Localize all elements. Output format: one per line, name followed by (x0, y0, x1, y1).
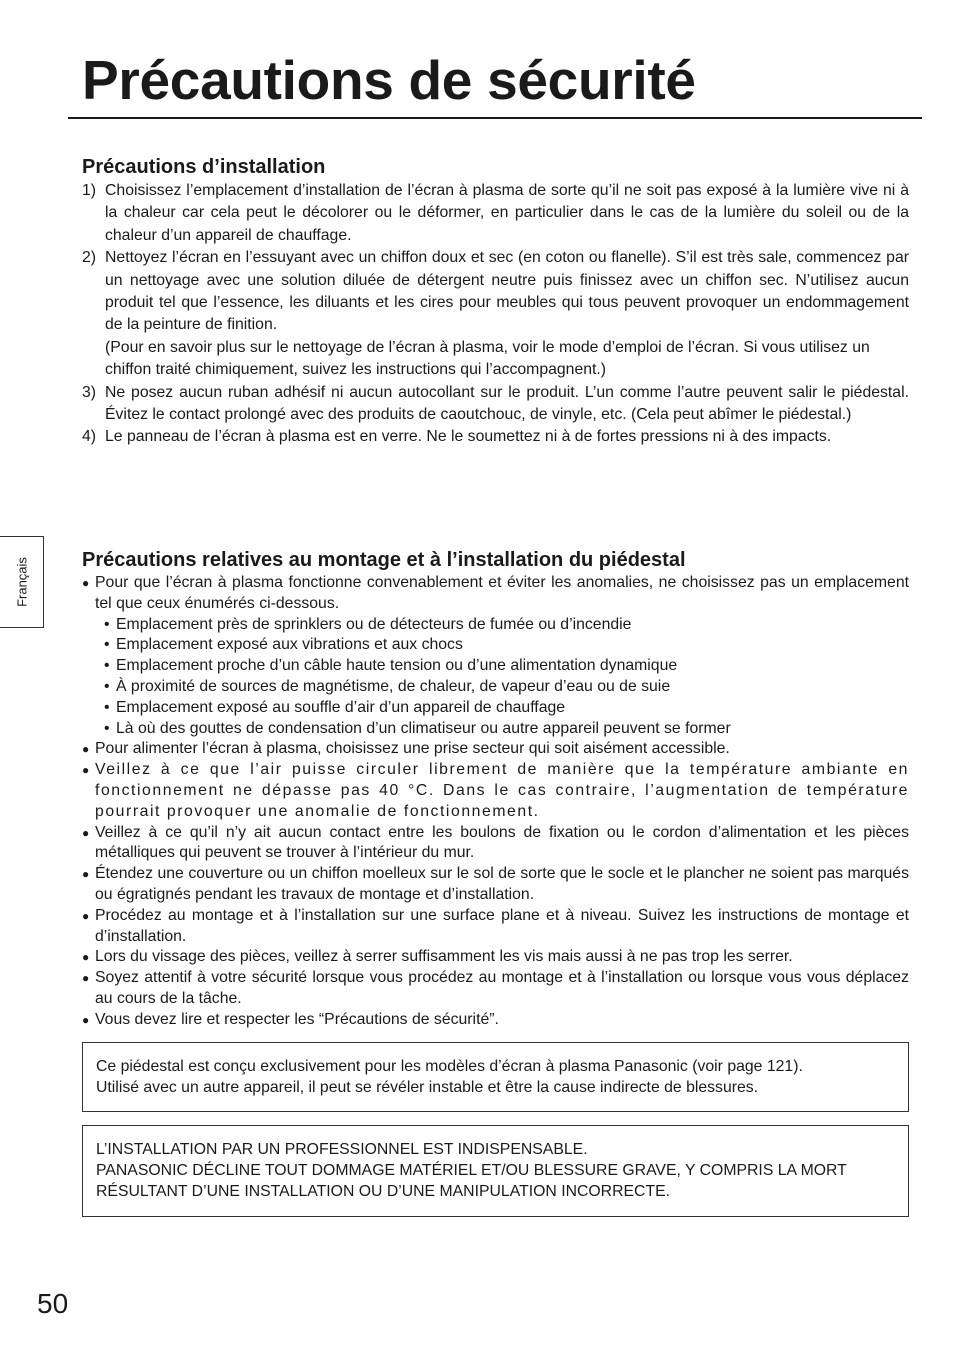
bullet-icon: ● (82, 950, 90, 965)
installation-heading: Précautions d’installation (82, 156, 326, 178)
sub-item-text: Emplacement près de sprinklers ou de détecteurs de fumée ou d’incendie (116, 615, 632, 633)
notice-line: Utilisé avec un autre appareil, il peut se révéler instable et être la cause indirecte de blessures. (96, 1079, 759, 1096)
sub-bullet-icon: • (104, 657, 110, 675)
notice-line: PANASONIC DÉCLINE TOUT DOMMAGE MATÉRIEL ET/OU BLESSURE GRAVE, Y COMPRIS LA MORT RÉSULTANT D’UNE INSTALLATION OU D’UNE MANIPULATION INCORRECTE. (96, 1162, 847, 1200)
item-note: (Pour en savoir plus sur le nettoyage de l’écran à plasma, voir le mode d’emploi de l’écran. Si vous utilisez un chiffon traité chimiquement, suivez les instructions qui l’accompagnent.) (105, 338, 870, 379)
item-text: Vous devez lire et respecter les “Précautions de sécurité”. (95, 1010, 499, 1028)
bullet-icon: ● (82, 908, 90, 923)
item-text: Le panneau de l’écran à plasma est en verre. Ne le soumettez ni à de fortes pressions ni à des impacts. (105, 428, 832, 446)
item-text: Pour alimenter l’écran à plasma, choisissez une prise secteur qui soit aisément accessible. (95, 740, 730, 758)
item-number: 4) (82, 428, 97, 446)
list-item (82, 906, 909, 948)
item-text: Ne posez aucun ruban adhésif ni aucun autocollant sur le produit. L’un comme l’autre peuvent salir le piédestal. Évitez le contact prolongé avec des produits de caoutchouc, de vinyle, etc. (Cela peut abîmer le piédestal.) (105, 383, 909, 424)
notice-line: L’INSTALLATION PAR UN PROFESSIONNEL EST INDISPENSABLE. (96, 1141, 588, 1158)
item-number: 3) (82, 383, 97, 401)
sub-item-text: Emplacement exposé aux vibrations et aux chocs (116, 636, 463, 654)
list-item (82, 760, 909, 822)
list-item (82, 426, 909, 448)
list-item (82, 382, 909, 427)
professional-installation-notice-box (82, 1125, 909, 1217)
item-text: Pour que l’écran à plasma fonctionne convenablement et éviter les anomalies, ne choisissez pas un emplacement tel que ceux énumérés ci-dessous. (95, 574, 909, 612)
bullet-icon: ● (82, 1012, 90, 1027)
sub-item-text: Emplacement proche d’un câble haute tension ou d’une alimentation dynamique (116, 657, 678, 675)
item-text: Étendez une couverture ou un chiffon moelleux sur le sol de sorte que le socle et le plancher ne soient pas marqués ou égratignés pendant les travaux de montage et d’installation. (95, 865, 909, 903)
language-label: Français (14, 557, 29, 607)
page-title: Précautions de sécurité (82, 49, 696, 111)
list-item (82, 573, 909, 739)
bullet-icon: ● (82, 971, 90, 986)
list-item (82, 947, 909, 968)
sub-list-item (95, 698, 909, 719)
sub-list-item (95, 719, 909, 740)
list-item (82, 864, 909, 906)
mounting-list (82, 573, 909, 1031)
item-text: Choisissez l’emplacement d’installation de l’écran à plasma de sorte qu’il ne soit pas exposé à la lumière vive ni à la chaleur car cela peut le décolorer ou le déformer, en particulier dans le cas de la lumière du soleil ou de la chaleur d’un appareil de chauffage. (105, 182, 909, 244)
item-text: Nettoyez l’écran en l’essuyant avec un chiffon doux et sec (en coton ou flanelle). S’il est très sale, commencez par un nettoyage avec une solution diluée de détergent neutre puis finissez avec un chiffon sec. N’utilisez aucun produit tel que l’essence, les diluants et les cires pour meubles qui tous peuvent provoquer un endommagement de la peinture de finition. (105, 249, 909, 334)
list-item (82, 968, 909, 1010)
installation-list (82, 180, 909, 449)
item-text: Procédez au montage et à l’installation sur une surface plane et à niveau. Suivez les instructions de montage et d’installation. (95, 906, 909, 945)
sub-bullet-icon: • (104, 719, 110, 737)
sub-item-text: Emplacement exposé au souffle d’air d’un appareil de chauffage (116, 698, 566, 716)
title-rule (68, 117, 922, 119)
item-number: 1) (82, 182, 97, 199)
location-sublist (95, 615, 909, 740)
sub-bullet-icon: • (104, 636, 110, 654)
bullet-icon: ● (82, 867, 90, 882)
sub-list-item (95, 656, 909, 677)
sub-bullet-icon: • (104, 698, 110, 716)
sub-list-item (95, 677, 909, 698)
item-text: Veillez à ce qu’il n’y ait aucun contact entre les boulons de fixation ou le cordon d’alimentation et les pièces métalliques qui peuvent se trouver à l’intérieur du mur. (95, 823, 909, 862)
sub-item-text: Là où des gouttes de condensation d’un climatiseur ou autre appareil peuvent se former (116, 719, 731, 737)
list-item (82, 739, 909, 760)
item-text: Veillez à ce que l’air puisse circuler librement de manière que la température ambiante en fonctionnement ne dépasse pas 40 °C. Dans le cas contraire, l’augmentation de température pourrait provoquer une anomalie de fonctionnement. (95, 761, 909, 820)
bullet-icon: ● (82, 763, 91, 778)
language-tab (0, 536, 44, 628)
installation-section (82, 154, 909, 449)
list-item (82, 180, 909, 247)
item-text: Lors du vissage des pièces, veillez à serrer suffisamment les vis mais aussi à ne pas trop les serrer. (95, 948, 793, 966)
sub-bullet-icon: • (104, 615, 110, 633)
page-number: 50 (37, 1288, 69, 1319)
sub-item-text: À proximité de sources de magnétisme, de chaleur, de vapeur d’eau ou de suie (116, 677, 671, 695)
notice-line: Ce piédestal est conçu exclusivement pour les modèles d’écran à plasma Panasonic (voir page 121). (96, 1058, 803, 1075)
mounting-section (82, 547, 909, 1031)
mounting-heading: Précautions relatives au montage et à l’installation du piédestal (82, 549, 686, 571)
list-item (82, 1010, 909, 1031)
bullet-icon: ● (82, 825, 90, 840)
sub-bullet-icon: • (104, 677, 110, 695)
compatibility-notice-box (82, 1042, 909, 1112)
sub-list-item (95, 615, 909, 636)
item-text: Soyez attentif à votre sécurité lorsque vous procédez au montage et à l’installation ou lorsque vous vous déplacez au cours de la tâche. (95, 969, 909, 1007)
sub-list-item (95, 635, 909, 656)
bullet-icon: ● (82, 742, 90, 757)
bullet-icon: ● (82, 576, 90, 590)
item-number: 2) (82, 249, 97, 267)
list-item (82, 247, 909, 381)
list-item (82, 823, 909, 865)
